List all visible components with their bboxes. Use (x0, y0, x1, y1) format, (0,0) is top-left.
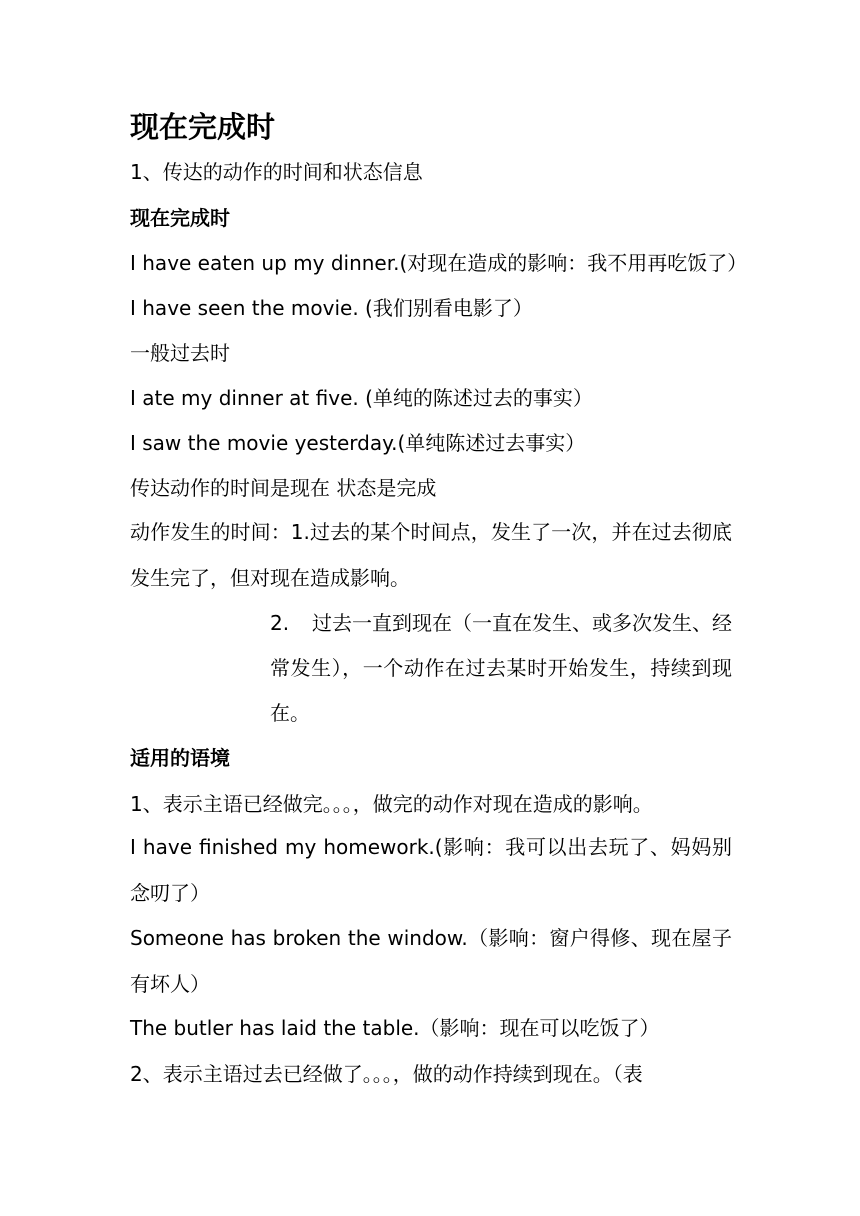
intro-line: 1、传达的动作的时间和状态信息 (130, 160, 423, 184)
example-sentence: I saw the movie yesterday.(单纯陈述过去事实） (130, 431, 586, 455)
example-sentence: I have finished my homework.(影响：我可以出去玩了、妈妈别念叨了） (130, 835, 732, 905)
usage-point-2: 2、表示主语过去已经做了。。。，做的动作持续到现在。（表 (130, 1062, 643, 1086)
page-title: 现在完成时 (130, 110, 276, 144)
example-sentence: Someone has broken the window.（影响：窗户得修、现在屋子有坏人） (130, 926, 732, 996)
example-sentence: The butler has laid the table.（影响：现在可以吃饭了） (130, 1016, 660, 1040)
section-heading-present-perfect: 现在完成时 (130, 206, 230, 230)
summary-line: 传达动作的时间是现在 状态是完成 (130, 476, 437, 500)
section-heading-usage: 适用的语境 (130, 746, 230, 770)
time-paragraph: 动作发生的时间：1.过去的某个时间点，发生了一次，并在过去彻底发生完了，但对现在造成影响。 (130, 520, 732, 590)
example-sentence: I have eaten up my dinner.(对现在造成的影响：我不用再吃饭了） (130, 251, 748, 275)
sub-point-2 (270, 601, 732, 736)
example-sentence: I have seen the movie. (我们别看电影了） (130, 296, 533, 320)
example-sentence: I ate my dinner at five. (单纯的陈述过去的事实） (130, 386, 593, 410)
usage-point-1: 1、表示主语已经做完。。。，做完的动作对现在造成的影响。 (130, 792, 653, 816)
section-heading-simple-past: 一般过去时 (130, 341, 230, 365)
sub-point-text: 过去一直到现在（一直在发生、或多次发生、经常发生），一个动作在过去某时开始发生，持续到现在。 (270, 611, 732, 725)
sub-point-number: 2. (270, 611, 290, 635)
